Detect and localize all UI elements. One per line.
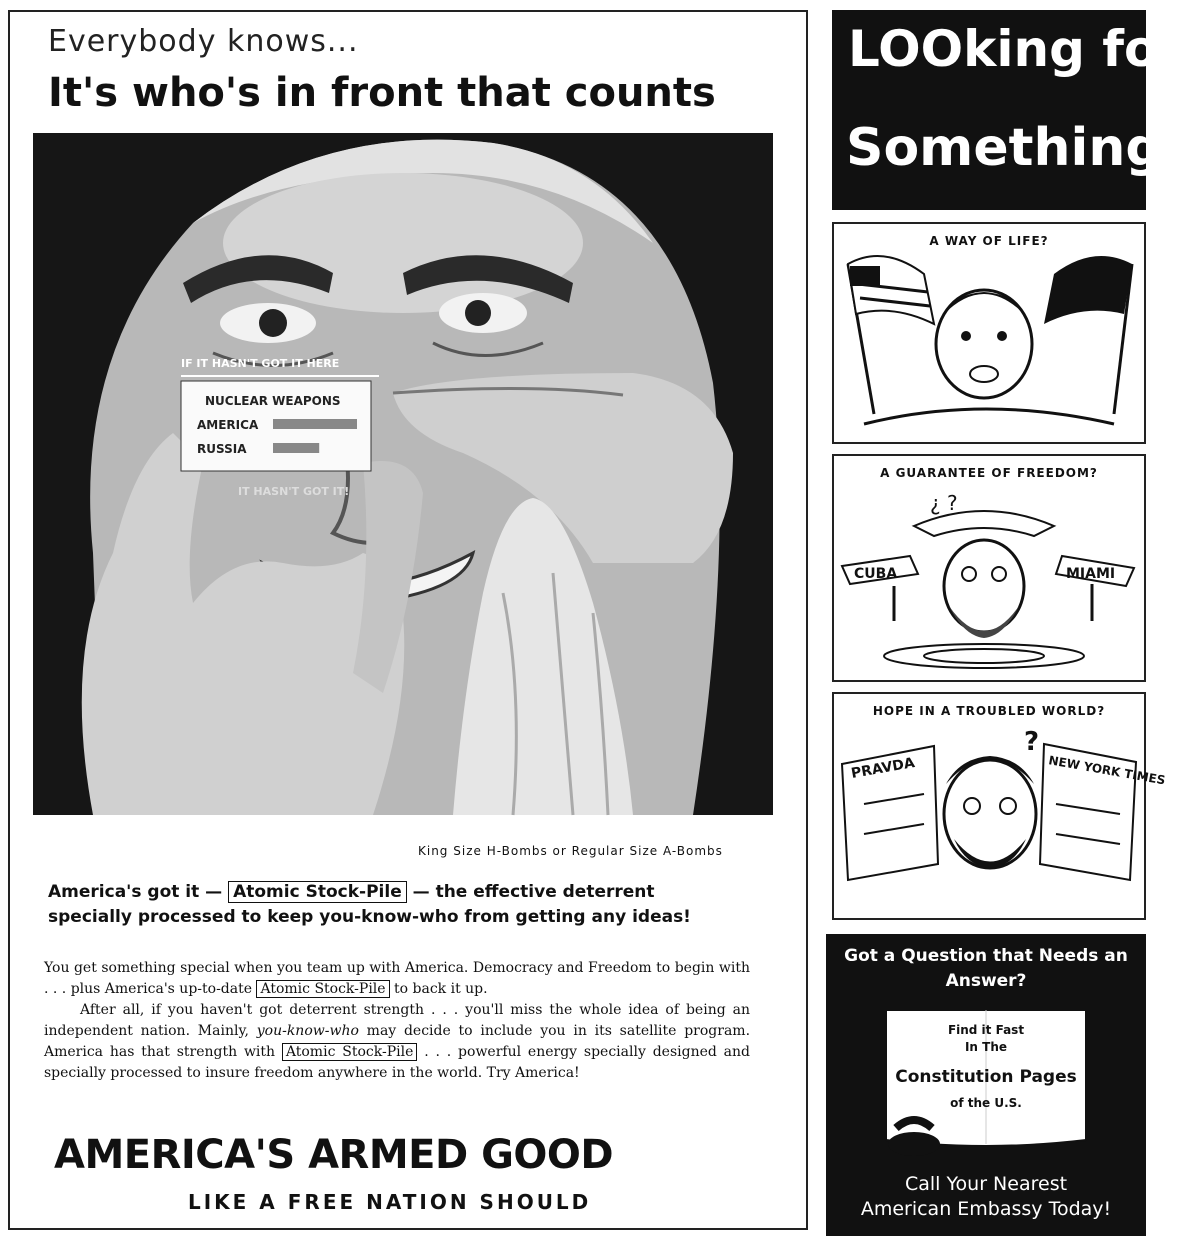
headline: It's who's in front that counts [48, 70, 716, 116]
body-p2-mid: may decide to include you in its satellite program. America has that strength with [44, 1023, 751, 1060]
card-note-bottom: IT HASN'T GOT IT! [238, 485, 350, 498]
sign-cuba: CUBA [854, 566, 898, 582]
body-p2-post: . . . powerful energy specially designed and specially processed to insure freedom anywhere in the world. Try America! [44, 1044, 750, 1081]
body-p2-boxed: Atomic Stock-Pile [282, 1043, 417, 1061]
cartoon-panel-way-of-life [832, 222, 1146, 444]
card-row-label: RUSSIA [197, 442, 247, 456]
book-line4: of the U.S. [950, 1096, 1022, 1110]
card-row-label: AMERICA [197, 418, 259, 432]
panel-title: A GUARANTEE OF FREEDOM? [880, 466, 1098, 480]
card-title: NUCLEAR WEAPONS [205, 394, 341, 408]
book-line2: In The [964, 1040, 1008, 1054]
book-line1: Find it Fast [947, 1023, 1025, 1037]
cta-bottom-line2: American Embassy Today! [860, 1198, 1112, 1220]
cta-bottom-line1: Call Your Nearest [904, 1173, 1068, 1195]
tagline-boxed: Atomic Stock-Pile [228, 881, 407, 903]
book-line3: Constitution Pages [895, 1067, 1077, 1087]
cta-bottom [826, 1172, 1146, 1222]
cartoon-drawing [834, 694, 1167, 918]
card-row-bar [273, 419, 357, 429]
tagline-line2: specially processed to keep you-know-who from getting any ideas! [48, 907, 691, 927]
eyebrow-text: Everybody knows... [48, 24, 359, 59]
tagline-pre: America's got it — [48, 882, 223, 902]
cartoon-panel-guarantee [832, 454, 1146, 682]
body-p1-boxed: Atomic Stock-Pile [256, 980, 389, 998]
call-to-action-box [826, 934, 1146, 1236]
paper-pravda: PRAVDA [849, 755, 916, 782]
slogan: LIKE A FREE NATION SHOULD [188, 1190, 592, 1214]
question-marks: ¿ ? [930, 491, 958, 515]
paper-nyt: NEW YORK TIMES [1047, 753, 1167, 788]
question-mark: ? [1024, 727, 1040, 757]
body-p2-em: you-know-who [256, 1023, 359, 1039]
header-line1: LOOking for [848, 20, 1184, 78]
card-row-bar [273, 443, 319, 453]
card-note-top: IF IT HASN'T GOT IT HERE [181, 357, 340, 370]
body-copy [44, 958, 750, 1084]
tagline-post: — the effective deterrent [412, 882, 655, 902]
tagline [48, 880, 788, 930]
face-illustration [33, 133, 773, 815]
cartoon-drawing [834, 224, 1144, 442]
body-p2-pre: After all, if you haven't got deterrent strength . . . you'll miss the whole idea of being an independent nation. Mainly, [44, 1002, 750, 1039]
header-line2: Something? [846, 118, 1193, 178]
cartoon-drawing [834, 456, 1144, 680]
cta-question: Got a Question that Needs an Answer? [844, 946, 1128, 991]
book-icon [874, 1004, 1098, 1164]
right-column [822, 0, 1193, 1240]
sign-miami: MIAMI [1066, 566, 1116, 582]
illustration-drawing [33, 133, 773, 815]
illustration-caption: King Size H-Bombs or Regular Size A-Bombs [418, 844, 723, 858]
signature: AMERICA'S ARMED GOOD [54, 1132, 614, 1178]
header-box [832, 10, 1193, 210]
body-p1-pre: You get something special when you team up with America. Democracy and Freedom to begin with . . . plus America's up-to-date [44, 960, 750, 997]
panel-title: A WAY OF LIFE? [929, 234, 1049, 248]
cartoon-panel-hope [832, 692, 1167, 920]
body-p1-post: to back it up. [394, 981, 488, 997]
panel-title: HOPE IN A TROUBLED WORLD? [872, 704, 1106, 718]
